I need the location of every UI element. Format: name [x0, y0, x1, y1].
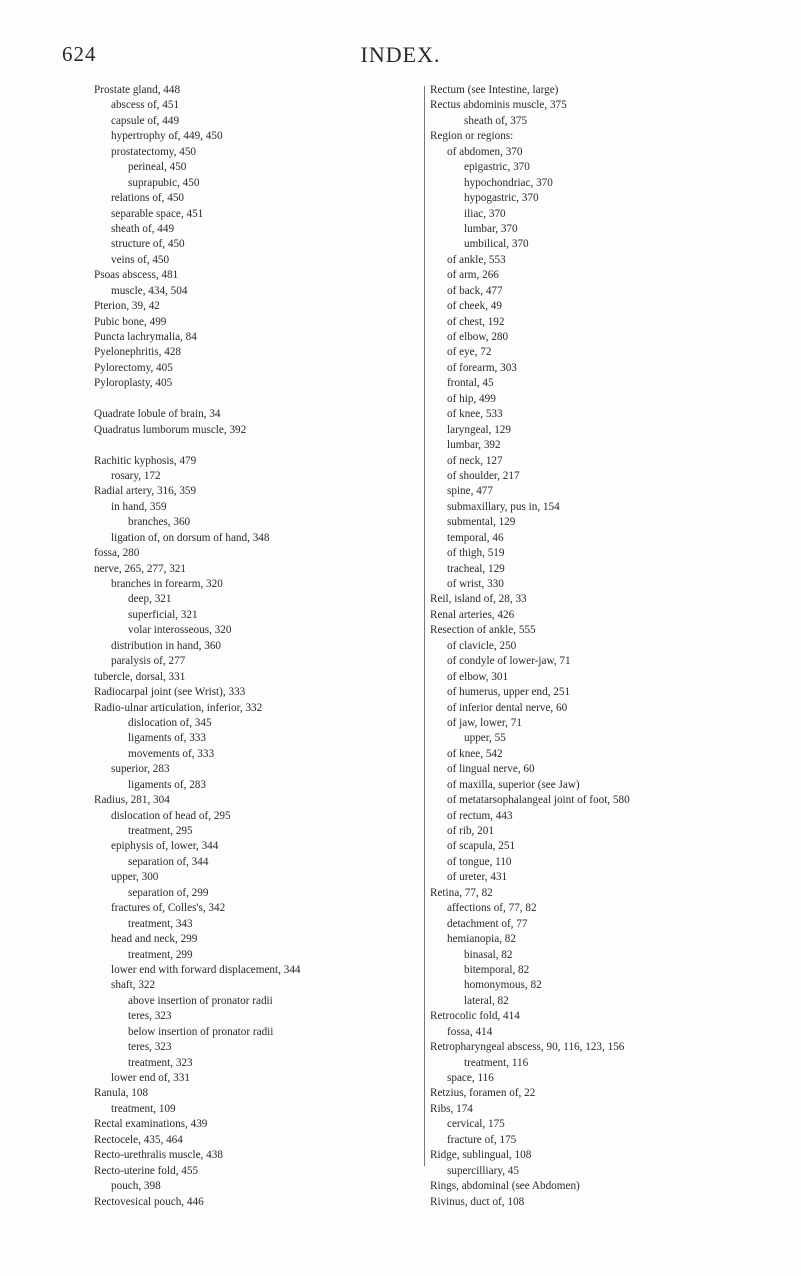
- index-subentry: hypogastric, 370: [464, 192, 539, 205]
- index-subentry: of rectum, 443: [447, 809, 513, 822]
- index-column-left: [94, 83, 420, 1210]
- page-title: INDEX.: [360, 42, 441, 67]
- index-subentry: binasal, 82: [464, 948, 513, 961]
- index-entry: Ribs, 174: [430, 1102, 473, 1115]
- index-entry: Ranula, 108: [94, 1087, 149, 1100]
- index-subentry: paralysis of, 277: [111, 655, 186, 668]
- index-subentry: teres, 323: [128, 1010, 172, 1023]
- index-entry: Retropharyngeal abscess, 90, 116, 123, 156: [430, 1041, 625, 1054]
- index-entry: Pterion, 39, 42: [94, 300, 160, 313]
- index-subentry: sheath of, 375: [464, 114, 528, 127]
- page-header: [0, 42, 801, 72]
- index-subentry: frontal, 45: [447, 377, 494, 390]
- index-subentry: lateral, 82: [464, 994, 509, 1007]
- index-subentry: treatment, 295: [128, 825, 193, 837]
- index-subentry: of jaw, lower, 71: [447, 716, 522, 729]
- index-entry: Rectum (see Intestine, large): [430, 84, 559, 96]
- index-subentry: distribution in hand, 360: [111, 639, 222, 652]
- index-subentry: of rib, 201: [447, 825, 494, 837]
- index-subentry: of knee, 533: [447, 408, 503, 421]
- index-entry: Resection of ankle, 555: [430, 624, 536, 637]
- index-subentry: fossa, 414: [447, 1025, 493, 1038]
- index-subentry: of cheek, 49: [447, 300, 502, 313]
- index-entry: Rivinus, duct of, 108: [430, 1195, 525, 1208]
- index-subentry: of eye, 72: [447, 346, 492, 359]
- index-subentry: laryngeal, 129: [447, 423, 511, 436]
- index-subentry: fractures of, Colles's, 342: [111, 902, 226, 915]
- index-subentry: of chest, 192: [447, 315, 505, 328]
- index-entry: Renal arteries, 426: [430, 608, 515, 621]
- index-subentry: relations of, 450: [111, 192, 185, 205]
- index-entry: Rings, abdominal (see Abdomen): [430, 1180, 580, 1193]
- index-spacer: [94, 438, 420, 453]
- index-subentry: dislocation of, 345: [128, 716, 212, 729]
- index-subentry: of neck, 127: [447, 454, 503, 467]
- index-subentry: suprapubic, 450: [128, 176, 200, 189]
- index-subentry: shaft, 322: [111, 979, 156, 992]
- index-entry: nerve, 265, 277, 321: [94, 562, 186, 575]
- index-subentry: of shoulder, 217: [447, 469, 520, 482]
- index-subentry: separation of, 299: [128, 886, 209, 899]
- index-subentry: of maxilla, superior (see Jaw): [447, 778, 580, 791]
- index-entry: Ridge, sublingual, 108: [430, 1149, 532, 1162]
- index-subentry: of condyle of lower-jaw, 71: [447, 655, 571, 668]
- index-entry: Quadrate lobule of brain, 34: [94, 408, 221, 421]
- index-subentry: of hip, 499: [447, 392, 496, 405]
- index-subentry: temporal, 46: [447, 531, 504, 544]
- index-subentry: cervical, 175: [447, 1118, 505, 1131]
- index-subentry: treatment, 116: [464, 1056, 529, 1069]
- index-subentry: submental, 129: [447, 516, 516, 529]
- index-entry: Quadratus lumborum muscle, 392: [94, 423, 247, 436]
- index-subentry: fracture of, 175: [447, 1133, 517, 1146]
- index-subentry: superficial, 321: [128, 608, 198, 621]
- index-entry: tubercle, dorsal, 331: [94, 670, 186, 683]
- index-entry: Retina, 77, 82: [430, 886, 493, 899]
- index-subentry: ligation of, on dorsum of hand, 348: [111, 531, 270, 544]
- index-subentry: ligaments of, 283: [128, 778, 206, 791]
- index-subentry: superior, 283: [111, 763, 170, 776]
- index-subentry: veins of, 450: [111, 253, 170, 266]
- index-subentry: iliac, 370: [464, 207, 506, 220]
- index-subentry: of elbow, 280: [447, 331, 509, 343]
- index-subentry: treatment, 109: [111, 1102, 176, 1115]
- index-entry: Pyelonephritis, 428: [94, 346, 182, 359]
- index-subentry: rosary, 172: [111, 469, 161, 482]
- index-subentry: of clavicle, 250: [447, 639, 517, 652]
- index-subentry: of metatarsophalangeal joint of foot, 580: [447, 794, 630, 807]
- index-entry: Reil, island of, 28, 33: [430, 593, 527, 606]
- index-subentry: below insertion of pronator radii: [128, 1025, 274, 1038]
- index-subentry: of ureter, 431: [447, 871, 508, 884]
- index-subentry: muscle, 434, 504: [111, 284, 188, 297]
- index-subentry: lower end of, 331: [111, 1072, 190, 1084]
- index-entry: Pylorectomy, 405: [94, 361, 173, 374]
- index-subentry: of back, 477: [447, 284, 503, 297]
- index-subentry: of wrist, 330: [447, 578, 504, 590]
- index-subentry: of lingual nerve, 60: [447, 763, 535, 776]
- index-spacer: [94, 392, 420, 407]
- index-entry: Rachitic kyphosis, 479: [94, 454, 197, 467]
- index-subentry: head and neck, 299: [111, 933, 198, 946]
- index-subentry: capsule of, 449: [111, 114, 180, 127]
- index-subentry: perineal, 450: [128, 161, 187, 174]
- index-subentry: volar interosseous, 320: [128, 624, 232, 637]
- index-subentry: detachment of, 77: [447, 917, 528, 930]
- index-entry: Radiocarpal joint (see Wrist), 333: [94, 686, 246, 699]
- index-subentry: treatment, 343: [128, 917, 193, 930]
- index-entry: Pubic bone, 499: [94, 315, 167, 328]
- index-subentry: bitemporal, 82: [464, 963, 530, 976]
- index-subentry: separable space, 451: [111, 207, 204, 220]
- index-subentry: homonymous, 82: [464, 979, 542, 992]
- index-subentry: in hand, 359: [111, 500, 167, 513]
- index-subentry: of inferior dental nerve, 60: [447, 701, 568, 714]
- index-subentry: deep, 321: [128, 593, 172, 606]
- index-entry: Rectal examinations, 439: [94, 1118, 208, 1131]
- index-subentry: above insertion of pronator radii: [128, 994, 273, 1007]
- index-entry: Retzius, foramen of, 22: [430, 1087, 536, 1100]
- index-subentry: abscess of, 451: [111, 99, 180, 112]
- index-entry: Rectocele, 435, 464: [94, 1133, 183, 1146]
- index-entry: Recto-urethralis muscle, 438: [94, 1149, 223, 1162]
- index-subentry: hypertrophy of, 449, 450: [111, 130, 223, 143]
- index-subentry: structure of, 450: [111, 238, 185, 251]
- index-subentry: of thigh, 519: [447, 547, 505, 560]
- index-subentry: upper, 55: [464, 732, 506, 745]
- index-subentry: spine, 477: [447, 485, 493, 498]
- index-entry: Radius, 281, 304: [94, 794, 170, 807]
- index-subentry: affections of, 77, 82: [447, 902, 537, 915]
- index-subentry: treatment, 299: [128, 948, 193, 961]
- index-entry: Rectovesical pouch, 446: [94, 1195, 204, 1208]
- index-entry: Region or regions:: [430, 130, 514, 143]
- index-subentry: epiphysis of, lower, 344: [111, 840, 219, 853]
- index-subentry: treatment, 323: [128, 1056, 193, 1069]
- index-subentry: hypochondriac, 370: [464, 176, 553, 189]
- index-subentry: of ankle, 553: [447, 253, 506, 266]
- index-entry: Puncta lachrymalia, 84: [94, 331, 197, 343]
- index-entry: Rectus abdominis muscle, 375: [430, 99, 567, 112]
- index-subentry: lumbar, 392: [447, 439, 501, 452]
- index-subentry: ligaments of, 333: [128, 732, 206, 745]
- index-entry: Recto-uterine fold, 455: [94, 1164, 199, 1177]
- index-subentry: dislocation of head of, 295: [111, 809, 231, 822]
- index-subentry: of forearm, 303: [447, 361, 517, 374]
- index-subentry: of arm, 266: [447, 269, 499, 282]
- index-subentry: pouch, 398: [111, 1180, 161, 1193]
- column-divider: [424, 86, 425, 1166]
- index-entry: Prostate gland, 448: [94, 84, 181, 96]
- index-subentry: hemianopia, 82: [447, 933, 516, 946]
- index-subentry: branches in forearm, 320: [111, 578, 223, 590]
- index-entry: Psoas abscess, 481: [94, 269, 179, 282]
- index-subentry: submaxillary, pus in, 154: [447, 500, 560, 513]
- index-subentry: movements of, 333: [128, 747, 215, 760]
- index-subentry: of scapula, 251: [447, 840, 516, 853]
- index-subentry: of knee, 542: [447, 747, 503, 760]
- index-subentry: of tongue, 110: [447, 855, 512, 868]
- index-subentry: lumbar, 370: [464, 222, 518, 235]
- index-entry: fossa, 280: [94, 547, 140, 560]
- index-subentry: tracheal, 129: [447, 562, 505, 575]
- index-subentry: teres, 323: [128, 1041, 172, 1054]
- index-subentry: branches, 360: [128, 516, 191, 529]
- index-entry: Pyloroplasty, 405: [94, 377, 173, 390]
- index-subentry: prostatectomy, 450: [111, 145, 197, 158]
- index-subentry: separation of, 344: [128, 855, 209, 868]
- index-entry: Retrocolic fold, 414: [430, 1010, 520, 1023]
- index-subentry: space, 116: [447, 1072, 494, 1084]
- index-subentry: of abdomen, 370: [447, 145, 523, 158]
- index-subentry: lower end with forward displacement, 344: [111, 963, 301, 976]
- index-entry: Radio-ulnar articulation, inferior, 332: [94, 701, 263, 714]
- index-subentry: epigastric, 370: [464, 161, 530, 174]
- index-subentry: sheath of, 449: [111, 222, 175, 235]
- index-subentry: upper, 300: [111, 871, 159, 884]
- index-entry: Radial artery, 316, 359: [94, 485, 197, 498]
- index-subentry: umbilical, 370: [464, 238, 529, 251]
- page-number: 624: [62, 42, 97, 66]
- index-subentry: of elbow, 301: [447, 670, 509, 683]
- index-subentry: of humerus, upper end, 251: [447, 686, 571, 699]
- index-subentry: supercilliary, 45: [447, 1164, 519, 1177]
- index-column-right: [430, 83, 795, 1210]
